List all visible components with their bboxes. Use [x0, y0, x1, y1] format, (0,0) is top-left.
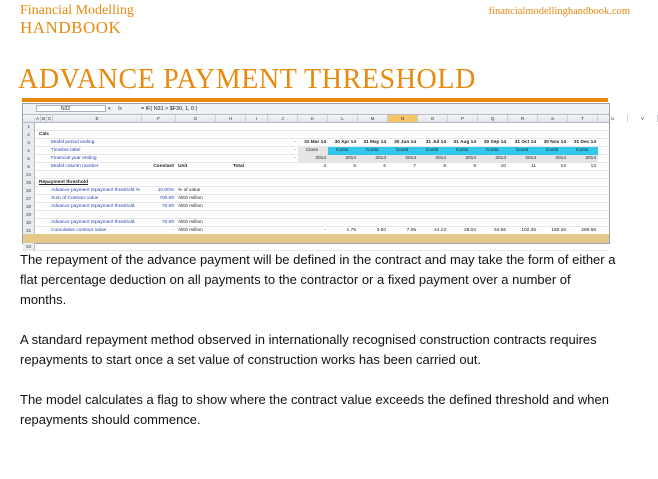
cell-p3[interactable]: 30 Sep 14: [483, 140, 506, 145]
cell-n5[interactable]: 2014: [418, 155, 448, 163]
sheet-row-26: [23, 187, 609, 195]
cell-m31[interactable]: 7.05: [406, 228, 416, 233]
row-number[interactable]: 30: [23, 219, 35, 227]
row-number[interactable]: 6: [23, 163, 35, 171]
spreadsheet-screenshot: [22, 103, 645, 249]
sheet-row-1: [23, 123, 609, 131]
cell-c6[interactable]: Model column number: [51, 164, 99, 169]
sheet-row-28: [23, 203, 609, 211]
cell-c3[interactable]: Model period ending: [51, 140, 95, 145]
row-number[interactable]: 27: [23, 195, 35, 203]
cell-o6[interactable]: 9: [473, 164, 476, 169]
cell-c4[interactable]: Timeline label: [51, 148, 81, 153]
sheet-row-30: [23, 219, 609, 227]
cell-g28[interactable]: AED million: [178, 204, 203, 209]
cell-i4[interactable]: -: [294, 148, 296, 153]
row-number[interactable]: 28: [23, 203, 35, 211]
cell-q6[interactable]: 11: [531, 164, 536, 169]
cell-c28[interactable]: Advance payment repayment threshold: [51, 204, 135, 209]
cell-n4[interactable]: Const: [418, 147, 448, 155]
cell-j5[interactable]: 2014: [298, 155, 328, 163]
sheet-row-3: [23, 139, 609, 147]
cell-c26[interactable]: Advance payment repayment threshold %: [51, 188, 141, 193]
cell-s6[interactable]: 13: [590, 164, 596, 169]
brand-line-2: HANDBOOK: [20, 18, 122, 37]
cell-b2[interactable]: Calc: [39, 132, 50, 137]
row-number[interactable]: 29: [23, 211, 35, 219]
row-number[interactable]: 26: [23, 187, 35, 195]
cell-k5[interactable]: 2014: [328, 155, 358, 163]
row-number[interactable]: 3: [23, 139, 35, 147]
column-header-e[interactable]: E: [53, 115, 142, 122]
row-number[interactable]: 2: [23, 131, 35, 139]
cell-q5[interactable]: 2014: [508, 155, 538, 163]
column-header-b[interactable]: B: [41, 116, 46, 121]
site-url[interactable]: financialmodellinghandbook.com: [488, 6, 630, 17]
cell-m4[interactable]: Const: [388, 147, 418, 155]
cell-p31[interactable]: 54.56: [493, 228, 506, 233]
cell-g31[interactable]: AED million: [178, 228, 203, 233]
cell-n6[interactable]: 8: [443, 164, 446, 169]
cell-k6[interactable]: 5: [353, 164, 356, 169]
column-header-q[interactable]: Q: [478, 115, 508, 122]
column-header-l[interactable]: L: [328, 115, 358, 122]
cell-c30[interactable]: Advance payment repayment threshold: [51, 220, 135, 225]
cell-h6[interactable]: Total: [232, 164, 244, 169]
row-number[interactable]: 31: [23, 227, 35, 235]
column-header-row: [23, 115, 645, 123]
cell-s4[interactable]: Const: [568, 147, 598, 155]
brand-line-1: Financial Modelling: [20, 3, 134, 18]
column-header-p[interactable]: P: [448, 115, 478, 122]
cell-q4[interactable]: Const: [508, 147, 538, 155]
paragraph-3: The model calculates a flag to show where the contract value exceeds the defined threshold and when repayments should commence.: [20, 392, 609, 427]
cell-k4[interactable]: Const: [328, 147, 358, 155]
title-divider: [22, 98, 608, 102]
cell-f31[interactable]: -: [172, 228, 174, 233]
cell-j31[interactable]: -: [324, 228, 326, 233]
cell-r4[interactable]: Const: [538, 147, 568, 155]
cell-g27[interactable]: AED million: [178, 196, 203, 201]
cell-o4[interactable]: Const: [448, 147, 478, 155]
cell-c27[interactable]: Sum of Contract value: [51, 196, 99, 201]
sheet-row-5: [23, 155, 609, 163]
cell-q3[interactable]: 31 Oct 14: [514, 140, 536, 145]
cell-c5[interactable]: Financial year ending: [51, 156, 97, 161]
page-title: ADVANCE PAYMENT THRESHOLD: [18, 64, 476, 95]
column-header-k[interactable]: K: [298, 115, 328, 122]
row-number[interactable]: 1: [23, 123, 35, 131]
column-header-c[interactable]: C: [47, 116, 52, 121]
cell-f6[interactable]: Constant: [153, 164, 174, 169]
cell-m6[interactable]: 7: [413, 164, 416, 169]
column-header-j[interactable]: J: [268, 115, 298, 122]
row-number[interactable]: 33: [23, 243, 35, 251]
cell-r6[interactable]: 12: [560, 164, 566, 169]
cell-g26[interactable]: % of value: [178, 188, 201, 193]
function-icon[interactable]: fx: [118, 106, 122, 112]
column-header-s[interactable]: S: [538, 115, 568, 122]
cell-k31[interactable]: 1.75: [346, 228, 356, 233]
cell-j3[interactable]: 31 Mar 14: [304, 140, 326, 145]
formula-bar: [23, 104, 609, 115]
body-text: [20, 250, 620, 450]
cell-l31[interactable]: 3.50: [376, 228, 386, 233]
column-header-i[interactable]: I: [246, 115, 268, 122]
cell-s3[interactable]: 31 Dec 14: [573, 140, 596, 145]
cell-f27[interactable]: 700.00: [159, 196, 174, 201]
sheet-row-2: [23, 131, 609, 139]
row-number[interactable]: 5: [23, 155, 35, 163]
sheet-row-25: [23, 179, 609, 187]
cell-f30[interactable]: 70.00: [161, 220, 174, 225]
cell-l6[interactable]: 6: [383, 164, 386, 169]
formula-text[interactable]: = IF( N31 > $F30, 1, 0 ): [141, 106, 198, 112]
cell-r3[interactable]: 30 Nov 14: [543, 140, 566, 145]
paragraph-2: A standard repayment method observed in internationally recognised construction contracts requires repayments to start once a set value of construction works has been carried out.: [20, 332, 597, 367]
cell-i5[interactable]: -: [294, 156, 296, 161]
sheet-footer-band: [23, 234, 609, 243]
chevron-down-icon[interactable]: ▾: [108, 106, 111, 112]
column-header-f[interactable]: F: [142, 115, 176, 122]
cell-n31[interactable]: 14.13: [433, 228, 446, 233]
sheet-row-4: [23, 147, 609, 155]
column-header-r[interactable]: R: [508, 115, 538, 122]
cell-g6[interactable]: Unit: [178, 164, 188, 169]
column-header-a[interactable]: A: [35, 116, 40, 121]
cell-j4[interactable]: Close: [298, 147, 328, 155]
brand-logo: [20, 4, 134, 36]
cell-m3[interactable]: 30 Jun 14: [394, 140, 416, 145]
column-header-t[interactable]: T: [568, 115, 598, 122]
cell-g30[interactable]: AED million: [178, 220, 203, 225]
column-header-n[interactable]: N: [388, 115, 418, 122]
sheet-row-29: [23, 211, 609, 219]
cell-k3[interactable]: 30 Apr 14: [334, 140, 356, 145]
cell-j6[interactable]: 4: [323, 164, 326, 169]
cell-c31[interactable]: Cumulative contract value: [51, 228, 107, 233]
sheet-row-6: [23, 163, 609, 171]
column-header-u[interactable]: U: [598, 115, 628, 122]
cell-p6[interactable]: 10: [500, 164, 506, 169]
cell-o5[interactable]: 2014: [448, 155, 478, 163]
column-header-o[interactable]: O: [418, 115, 448, 122]
cell-m5[interactable]: 2014: [388, 155, 418, 163]
cell-f28[interactable]: 70.00: [161, 204, 174, 209]
cell-r31[interactable]: 180.26: [551, 228, 566, 233]
paragraph-1: The repayment of the advance payment will be defined in the contract and may take the form of either a flat percentage deduction on all payments to the contractor or a fixed payment over a number of months.: [20, 252, 616, 307]
name-box[interactable]: N32: [36, 105, 106, 112]
cell-p5[interactable]: 2014: [478, 155, 508, 163]
column-header-h[interactable]: H: [216, 115, 246, 122]
cell-p4[interactable]: Const: [478, 147, 508, 155]
cell-n3[interactable]: 31 Jul 14: [425, 140, 446, 145]
cell-s5[interactable]: 2014: [568, 155, 598, 163]
row-number[interactable]: 25: [23, 179, 35, 187]
cell-o3[interactable]: 31 Aug 14: [453, 140, 476, 145]
column-header-m[interactable]: M: [358, 115, 388, 122]
cell-l3[interactable]: 31 May 14: [363, 140, 386, 145]
cell-b25[interactable]: Repayment threshold: [39, 180, 89, 185]
cell-f26[interactable]: 10.00%: [157, 188, 174, 193]
cell-l5[interactable]: 2014: [358, 155, 388, 163]
sheet-row-27: [23, 195, 609, 203]
sheet-row-24: [23, 171, 609, 179]
column-header-g[interactable]: G: [176, 115, 216, 122]
cell-o31[interactable]: 28.04: [463, 228, 476, 233]
cell-i3[interactable]: -: [294, 140, 296, 145]
cell-s31[interactable]: 288.66: [581, 228, 596, 233]
cell-q31[interactable]: 102.35: [521, 228, 536, 233]
column-header-v[interactable]: V: [628, 115, 658, 122]
cell-r5[interactable]: 2014: [538, 155, 568, 163]
row-number[interactable]: 4: [23, 147, 35, 155]
row-number[interactable]: 24: [23, 171, 35, 179]
cell-l4[interactable]: Const: [358, 147, 388, 155]
